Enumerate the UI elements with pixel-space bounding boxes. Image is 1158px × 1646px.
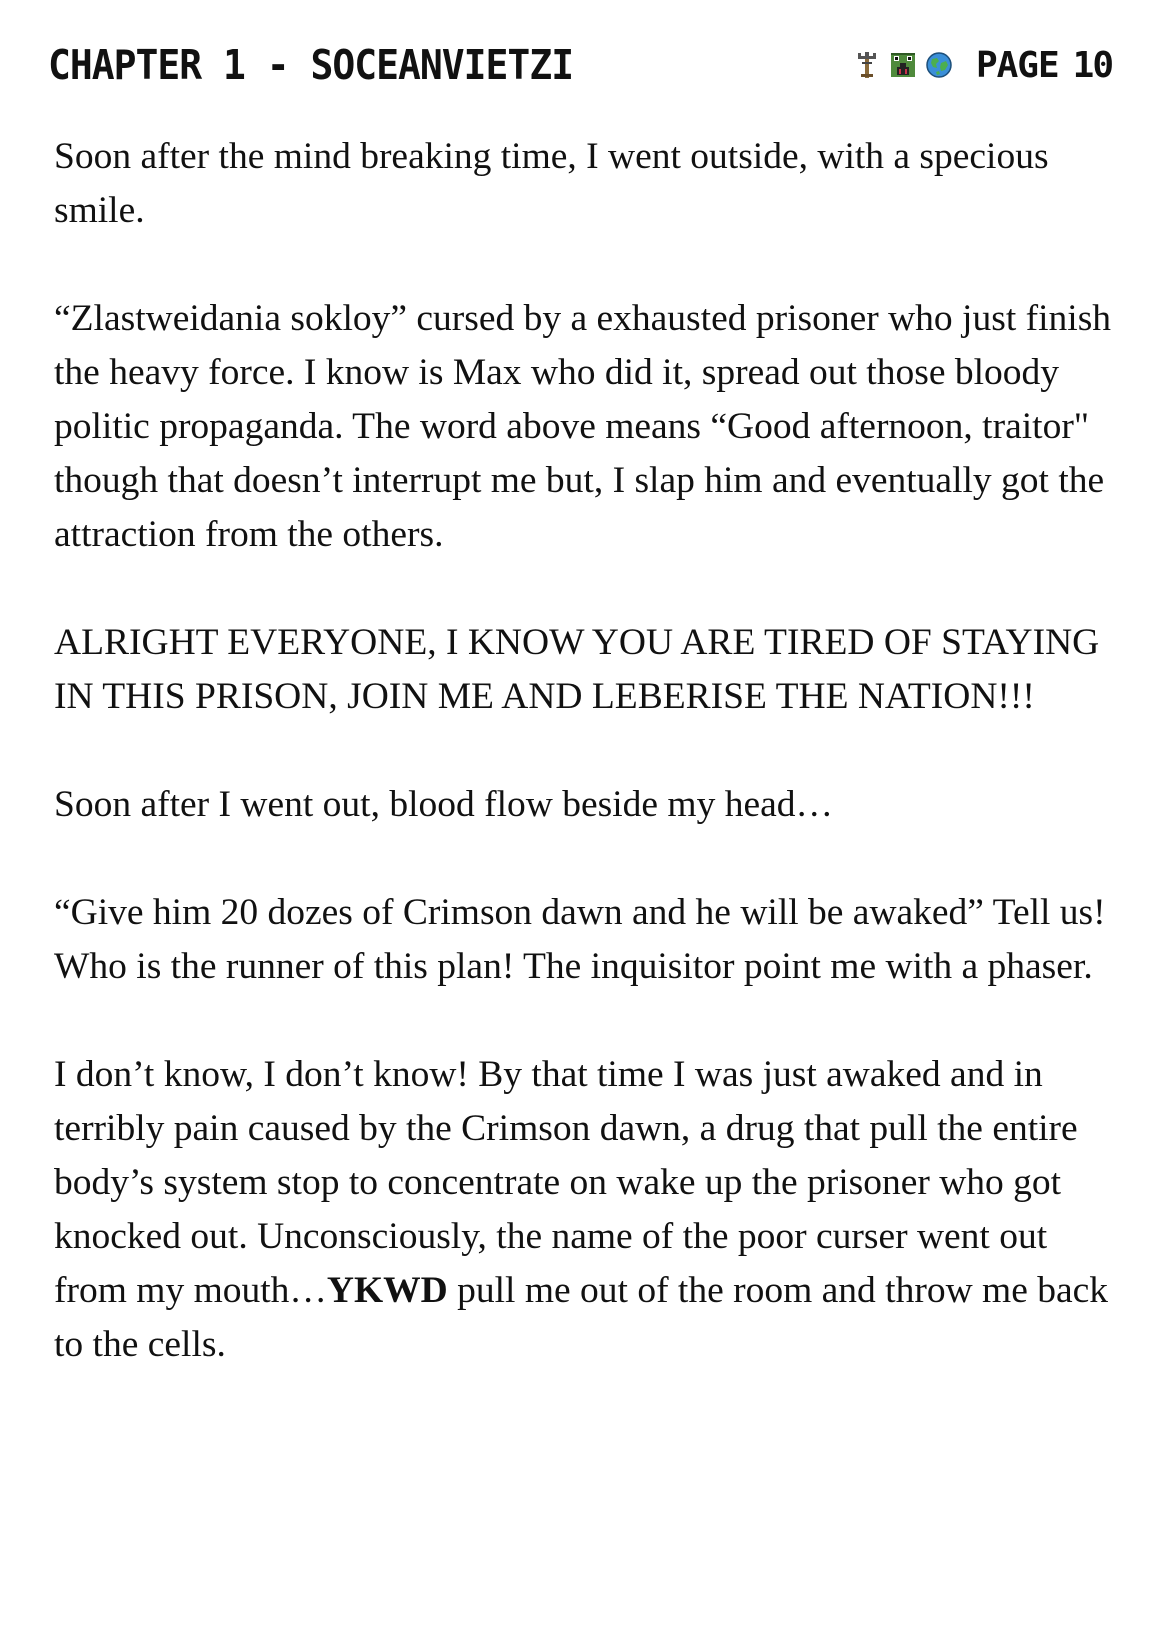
body-text	[54, 130, 1114, 1426]
page-label: PAGE	[975, 44, 1059, 86]
chapter-title: CHAPTER 1 - SOCEANVIETZI	[48, 41, 574, 89]
creeper-icon	[888, 50, 918, 80]
paragraph-6-text-a: I don’t know, I don’t know! By that time I was just awaked and in terribly pain caused by the Crimson dawn, a drug that pull the entire body’s system stop to concentrate on wake up the prisoner who got knocked out. Unconsciously, the name of the poor curser went out from my mouth…	[54, 1054, 1078, 1311]
paragraph-4: Soon after I went out, blood flow beside my head…	[54, 784, 834, 825]
paragraph-6-text-b: pull me out of the room and throw me back to the cells.	[54, 1270, 1109, 1365]
page-header	[48, 40, 1112, 90]
trident-icon	[852, 50, 882, 80]
globe-icon	[924, 50, 954, 80]
header-right	[852, 45, 1112, 86]
paragraph-3: ALRIGHT EVERYONE, I KNOW YOU ARE TIRED OF STAYING IN THIS PRISON, JOIN ME AND LEBERISE THE NATION!!!	[54, 622, 1100, 717]
paragraph-1: Soon after the mind breaking time, I went outside, with a specious smile.	[54, 136, 1049, 231]
paragraph-5: “Give him 20 dozes of Crimson dawn and he will be awaked” Tell us! Who is the runner of this plan! The inquisitor point me with a phaser.	[54, 892, 1106, 987]
paragraph-6	[54, 1048, 1114, 1372]
paragraph-6-bold-name: YKWD	[326, 1270, 448, 1311]
paragraph-2: “Zlastweidania sokloy” cursed by a exhausted prisoner who just finish the heavy force. I know is Max who did it, spread out those bloody politic propaganda. The word above means “Good afternoon, traitor" though that doesn’t interrupt me but, I slap him and eventually got the attraction from the others.	[54, 298, 1112, 555]
page-number: 10	[1072, 44, 1112, 86]
